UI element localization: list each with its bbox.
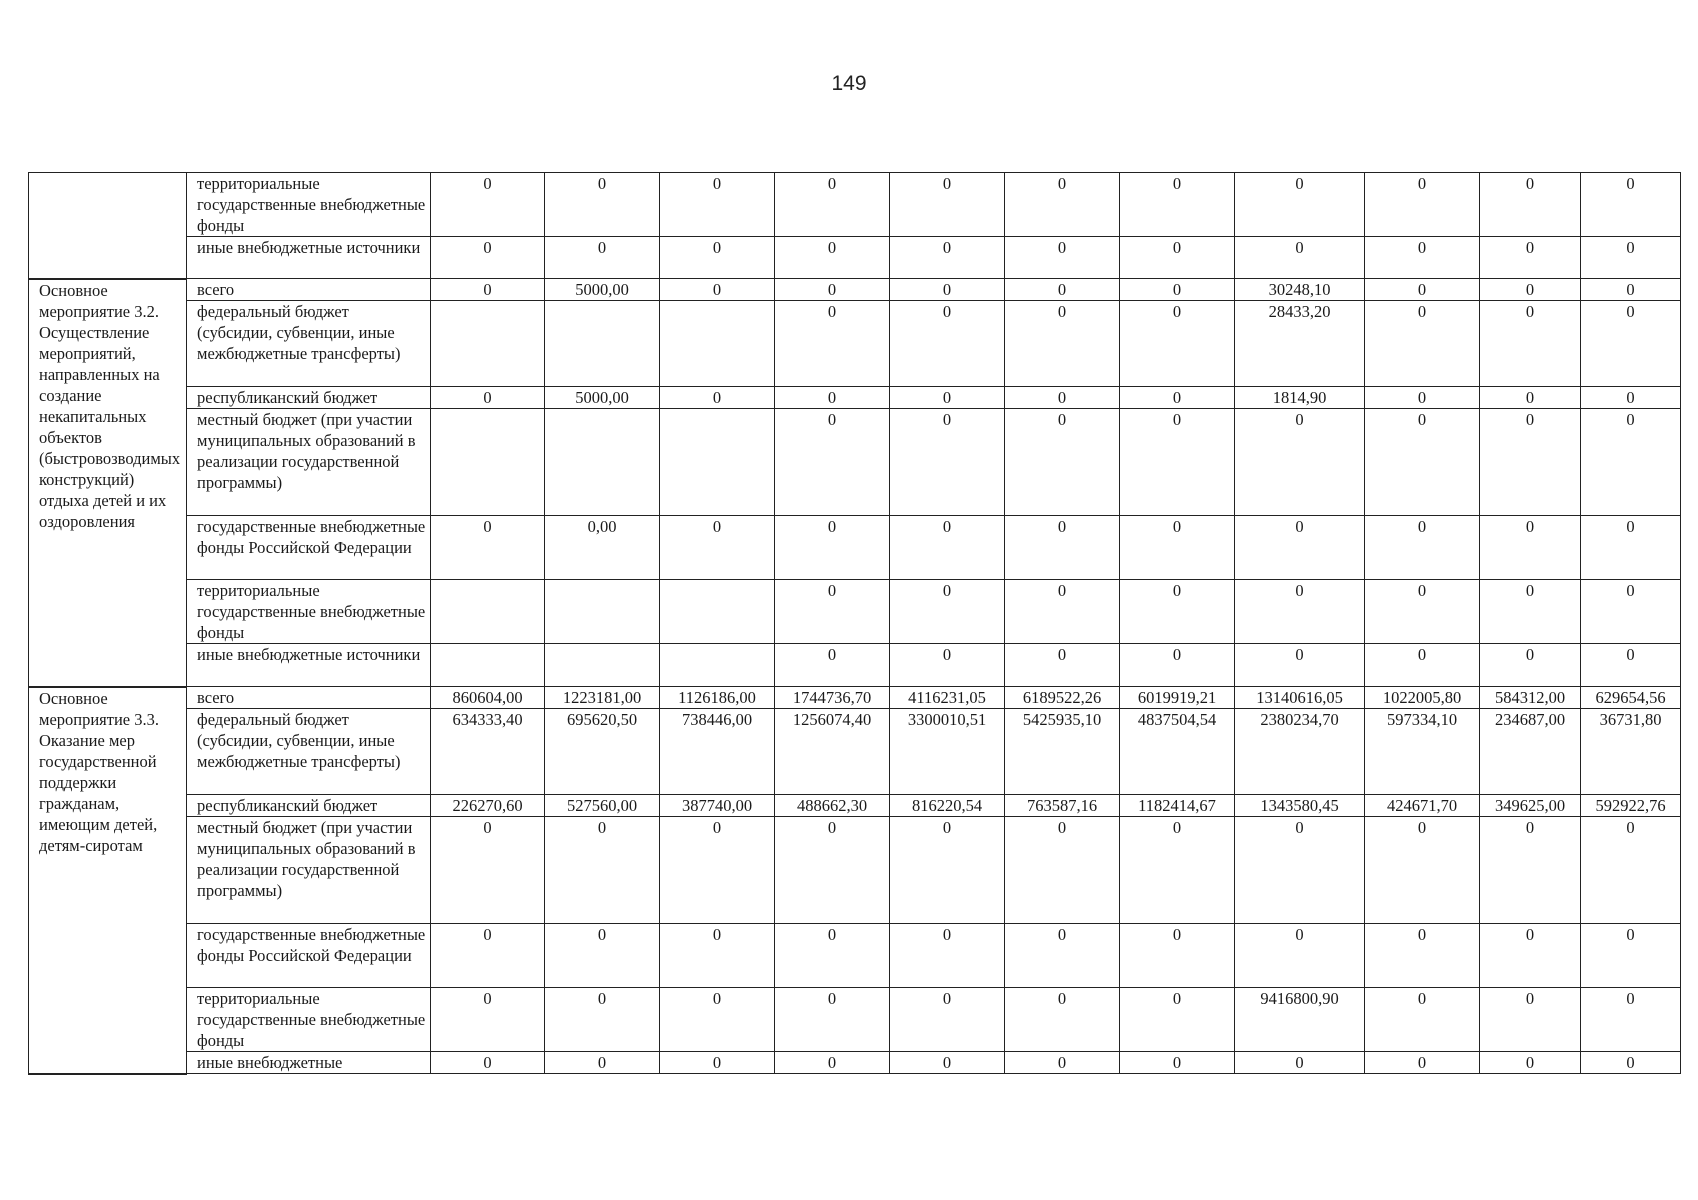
value-cell: 0 <box>1235 1052 1365 1074</box>
value-cell: 5425935,10 <box>1005 709 1120 795</box>
value-cell: 0 <box>775 237 890 279</box>
value-cell: 0 <box>890 1052 1005 1074</box>
table-row <box>29 387 1681 409</box>
activity-cell: Основное мероприятие 3.3. Оказание мер государственной поддержки гражданам, имеющим детей, детям-сиротам <box>29 687 187 1074</box>
value-cell <box>431 301 545 387</box>
value-cell: 0 <box>1365 516 1480 580</box>
table-row <box>29 795 1681 817</box>
value-cell: 0 <box>660 173 775 237</box>
funding-source-cell: республиканский бюджет <box>187 795 431 817</box>
value-cell: 0 <box>890 644 1005 687</box>
table-row <box>29 301 1681 387</box>
value-cell: 634333,40 <box>431 709 545 795</box>
value-cell: 0 <box>1235 580 1365 644</box>
value-cell: 0 <box>1005 644 1120 687</box>
value-cell: 0 <box>1581 387 1681 409</box>
value-cell: 1744736,70 <box>775 687 890 709</box>
value-cell <box>660 644 775 687</box>
value-cell: 0 <box>1581 173 1681 237</box>
value-cell: 527560,00 <box>545 795 660 817</box>
value-cell: 0 <box>1480 817 1581 924</box>
value-cell <box>660 580 775 644</box>
value-cell: 234687,00 <box>1480 709 1581 795</box>
value-cell: 0 <box>1005 409 1120 516</box>
value-cell: 0 <box>1005 817 1120 924</box>
value-cell: 0 <box>1365 988 1480 1052</box>
funding-source-cell: местный бюджет (при участии муниципальных образований в реализации государственной программы) <box>187 817 431 924</box>
value-cell: 0 <box>890 988 1005 1052</box>
value-cell: 0 <box>1365 817 1480 924</box>
value-cell: 0 <box>1365 924 1480 988</box>
value-cell: 226270,60 <box>431 795 545 817</box>
value-cell: 0 <box>431 237 545 279</box>
value-cell: 1223181,00 <box>545 687 660 709</box>
value-cell: 0 <box>1480 173 1581 237</box>
funding-source-cell: иные внебюджетные источники <box>187 237 431 279</box>
value-cell: 30248,10 <box>1235 279 1365 301</box>
value-cell: 0 <box>660 817 775 924</box>
value-cell: 0 <box>545 924 660 988</box>
value-cell: 0 <box>1480 580 1581 644</box>
value-cell: 0 <box>1480 1052 1581 1074</box>
value-cell: 0 <box>1480 924 1581 988</box>
value-cell: 0 <box>1365 301 1480 387</box>
funding-source-cell: федеральный бюджет (субсидии, субвенции, иные межбюджетные трансферты) <box>187 301 431 387</box>
value-cell: 0 <box>431 516 545 580</box>
value-cell: 0 <box>431 924 545 988</box>
table-row <box>29 644 1681 687</box>
table-row <box>29 687 1681 709</box>
table-row <box>29 924 1681 988</box>
value-cell: 0 <box>1235 644 1365 687</box>
value-cell: 0 <box>545 988 660 1052</box>
value-cell: 0 <box>775 279 890 301</box>
value-cell: 0 <box>775 387 890 409</box>
value-cell: 0 <box>1480 409 1581 516</box>
value-cell: 0 <box>1120 237 1235 279</box>
funding-source-cell: иные внебюджетные <box>187 1052 431 1074</box>
value-cell: 0 <box>1581 988 1681 1052</box>
value-cell: 0 <box>890 387 1005 409</box>
table-row <box>29 173 1681 237</box>
value-cell: 738446,00 <box>660 709 775 795</box>
value-cell: 0 <box>1480 301 1581 387</box>
value-cell: 13140616,05 <box>1235 687 1365 709</box>
table-row <box>29 1052 1681 1074</box>
value-cell: 0 <box>1365 580 1480 644</box>
value-cell: 0 <box>1235 173 1365 237</box>
value-cell: 0 <box>1365 644 1480 687</box>
value-cell: 0 <box>1120 817 1235 924</box>
value-cell: 0 <box>1235 516 1365 580</box>
value-cell: 0 <box>1480 387 1581 409</box>
value-cell: 0 <box>775 644 890 687</box>
value-cell: 0 <box>1005 988 1120 1052</box>
table-row <box>29 709 1681 795</box>
value-cell: 0 <box>1235 924 1365 988</box>
table-row <box>29 817 1681 924</box>
value-cell: 2380234,70 <box>1235 709 1365 795</box>
value-cell: 0 <box>1120 988 1235 1052</box>
value-cell: 0 <box>775 301 890 387</box>
value-cell: 6019919,21 <box>1120 687 1235 709</box>
value-cell: 0 <box>1480 644 1581 687</box>
value-cell: 0 <box>431 817 545 924</box>
value-cell: 28433,20 <box>1235 301 1365 387</box>
value-cell: 1256074,40 <box>775 709 890 795</box>
funding-source-cell: всего <box>187 687 431 709</box>
table-row <box>29 988 1681 1052</box>
budget-table <box>28 172 1681 1075</box>
value-cell: 0 <box>1120 279 1235 301</box>
value-cell: 0 <box>890 516 1005 580</box>
value-cell: 0 <box>431 1052 545 1074</box>
value-cell: 0 <box>1005 279 1120 301</box>
table-row <box>29 409 1681 516</box>
value-cell: 0 <box>1120 173 1235 237</box>
value-cell: 0,00 <box>545 516 660 580</box>
value-cell: 4837504,54 <box>1120 709 1235 795</box>
value-cell: 592922,76 <box>1581 795 1681 817</box>
value-cell: 0 <box>1005 301 1120 387</box>
value-cell: 597334,10 <box>1365 709 1480 795</box>
value-cell <box>545 301 660 387</box>
value-cell: 0 <box>775 988 890 1052</box>
value-cell: 0 <box>1120 644 1235 687</box>
value-cell: 0 <box>775 924 890 988</box>
value-cell: 0 <box>1005 387 1120 409</box>
value-cell: 0 <box>1581 409 1681 516</box>
value-cell: 0 <box>660 237 775 279</box>
value-cell: 0 <box>545 1052 660 1074</box>
value-cell: 0 <box>1120 580 1235 644</box>
funding-source-cell: территориальные государственные внебюджетные фонды <box>187 580 431 644</box>
value-cell: 0 <box>1581 237 1681 279</box>
value-cell: 0 <box>1120 924 1235 988</box>
value-cell: 0 <box>1480 279 1581 301</box>
table-row <box>29 237 1681 279</box>
value-cell <box>431 409 545 516</box>
value-cell: 0 <box>775 580 890 644</box>
funding-source-cell: государственные внебюджетные фонды Российской Федерации <box>187 924 431 988</box>
value-cell: 0 <box>1365 173 1480 237</box>
value-cell: 0 <box>660 516 775 580</box>
value-cell: 763587,16 <box>1005 795 1120 817</box>
value-cell: 0 <box>1365 409 1480 516</box>
value-cell: 0 <box>890 237 1005 279</box>
activity-cell: Основное мероприятие 3.2. Осуществление мероприятий, направленных на создание некапитальных объектов (быстровозводимых конструкций) отдыха детей и их оздоровления <box>29 279 187 687</box>
value-cell: 0 <box>890 817 1005 924</box>
value-cell: 0 <box>431 279 545 301</box>
value-cell: 0 <box>545 817 660 924</box>
value-cell: 36731,80 <box>1581 709 1681 795</box>
value-cell: 0 <box>1365 1052 1480 1074</box>
value-cell: 0 <box>1120 1052 1235 1074</box>
value-cell <box>545 409 660 516</box>
value-cell: 0 <box>775 409 890 516</box>
value-cell: 860604,00 <box>431 687 545 709</box>
funding-source-cell: федеральный бюджет (субсидии, субвенции, иные межбюджетные трансферты) <box>187 709 431 795</box>
value-cell: 0 <box>1581 1052 1681 1074</box>
funding-source-cell: территориальные государственные внебюджетные фонды <box>187 173 431 237</box>
value-cell: 0 <box>660 279 775 301</box>
value-cell: 0 <box>1120 516 1235 580</box>
value-cell <box>660 409 775 516</box>
funding-source-cell: республиканский бюджет <box>187 387 431 409</box>
value-cell: 0 <box>890 409 1005 516</box>
funding-source-cell: местный бюджет (при участии муниципальных образований в реализации государственной программы) <box>187 409 431 516</box>
value-cell: 424671,70 <box>1365 795 1480 817</box>
value-cell: 1022005,80 <box>1365 687 1480 709</box>
value-cell: 0 <box>775 817 890 924</box>
value-cell: 816220,54 <box>890 795 1005 817</box>
value-cell: 0 <box>1365 279 1480 301</box>
value-cell: 0 <box>1005 1052 1120 1074</box>
value-cell: 0 <box>660 387 775 409</box>
value-cell: 584312,00 <box>1480 687 1581 709</box>
value-cell: 0 <box>1120 409 1235 516</box>
table-body <box>29 173 1681 1074</box>
value-cell: 0 <box>890 580 1005 644</box>
value-cell: 0 <box>1120 301 1235 387</box>
value-cell: 5000,00 <box>545 279 660 301</box>
value-cell: 0 <box>660 988 775 1052</box>
value-cell: 0 <box>1581 580 1681 644</box>
value-cell: 6189522,26 <box>1005 687 1120 709</box>
value-cell: 0 <box>660 924 775 988</box>
value-cell: 0 <box>1365 387 1480 409</box>
value-cell: 3300010,51 <box>890 709 1005 795</box>
value-cell: 0 <box>775 1052 890 1074</box>
value-cell: 0 <box>1581 279 1681 301</box>
value-cell: 349625,00 <box>1480 795 1581 817</box>
table-row <box>29 580 1681 644</box>
value-cell: 0 <box>890 173 1005 237</box>
value-cell: 0 <box>1005 924 1120 988</box>
value-cell: 0 <box>1581 817 1681 924</box>
value-cell: 0 <box>1005 173 1120 237</box>
value-cell: 0 <box>1480 516 1581 580</box>
value-cell: 695620,50 <box>545 709 660 795</box>
value-cell: 0 <box>1365 237 1480 279</box>
value-cell: 0 <box>1005 580 1120 644</box>
value-cell: 488662,30 <box>775 795 890 817</box>
value-cell: 0 <box>545 237 660 279</box>
value-cell: 0 <box>431 387 545 409</box>
value-cell: 0 <box>1581 924 1681 988</box>
activity-cell <box>29 173 187 279</box>
value-cell: 1343580,45 <box>1235 795 1365 817</box>
value-cell <box>431 580 545 644</box>
value-cell: 629654,56 <box>1581 687 1681 709</box>
funding-source-cell: государственные внебюджетные фонды Российской Федерации <box>187 516 431 580</box>
value-cell: 1814,90 <box>1235 387 1365 409</box>
value-cell: 0 <box>1235 237 1365 279</box>
value-cell: 0 <box>890 924 1005 988</box>
value-cell <box>660 301 775 387</box>
value-cell: 0 <box>1005 516 1120 580</box>
value-cell: 0 <box>775 516 890 580</box>
value-cell: 0 <box>431 173 545 237</box>
value-cell: 1126186,00 <box>660 687 775 709</box>
value-cell: 0 <box>775 173 890 237</box>
value-cell: 387740,00 <box>660 795 775 817</box>
page-number: 149 <box>831 72 867 95</box>
value-cell: 0 <box>660 1052 775 1074</box>
value-cell: 0 <box>890 301 1005 387</box>
value-cell: 0 <box>545 173 660 237</box>
value-cell: 0 <box>1581 644 1681 687</box>
value-cell: 5000,00 <box>545 387 660 409</box>
funding-source-cell: иные внебюджетные источники <box>187 644 431 687</box>
funding-source-cell: всего <box>187 279 431 301</box>
value-cell: 1182414,67 <box>1120 795 1235 817</box>
value-cell <box>545 644 660 687</box>
value-cell: 0 <box>1120 387 1235 409</box>
value-cell: 0 <box>1235 409 1365 516</box>
value-cell: 0 <box>1480 988 1581 1052</box>
funding-source-cell: территориальные государственные внебюджетные фонды <box>187 988 431 1052</box>
value-cell: 0 <box>1581 301 1681 387</box>
value-cell <box>545 580 660 644</box>
value-cell: 9416800,90 <box>1235 988 1365 1052</box>
value-cell: 0 <box>1581 516 1681 580</box>
value-cell: 0 <box>431 988 545 1052</box>
table-row <box>29 279 1681 301</box>
value-cell <box>431 644 545 687</box>
value-cell: 0 <box>1235 817 1365 924</box>
value-cell: 4116231,05 <box>890 687 1005 709</box>
value-cell: 0 <box>1005 237 1120 279</box>
table-row <box>29 516 1681 580</box>
value-cell: 0 <box>890 279 1005 301</box>
value-cell: 0 <box>1480 237 1581 279</box>
